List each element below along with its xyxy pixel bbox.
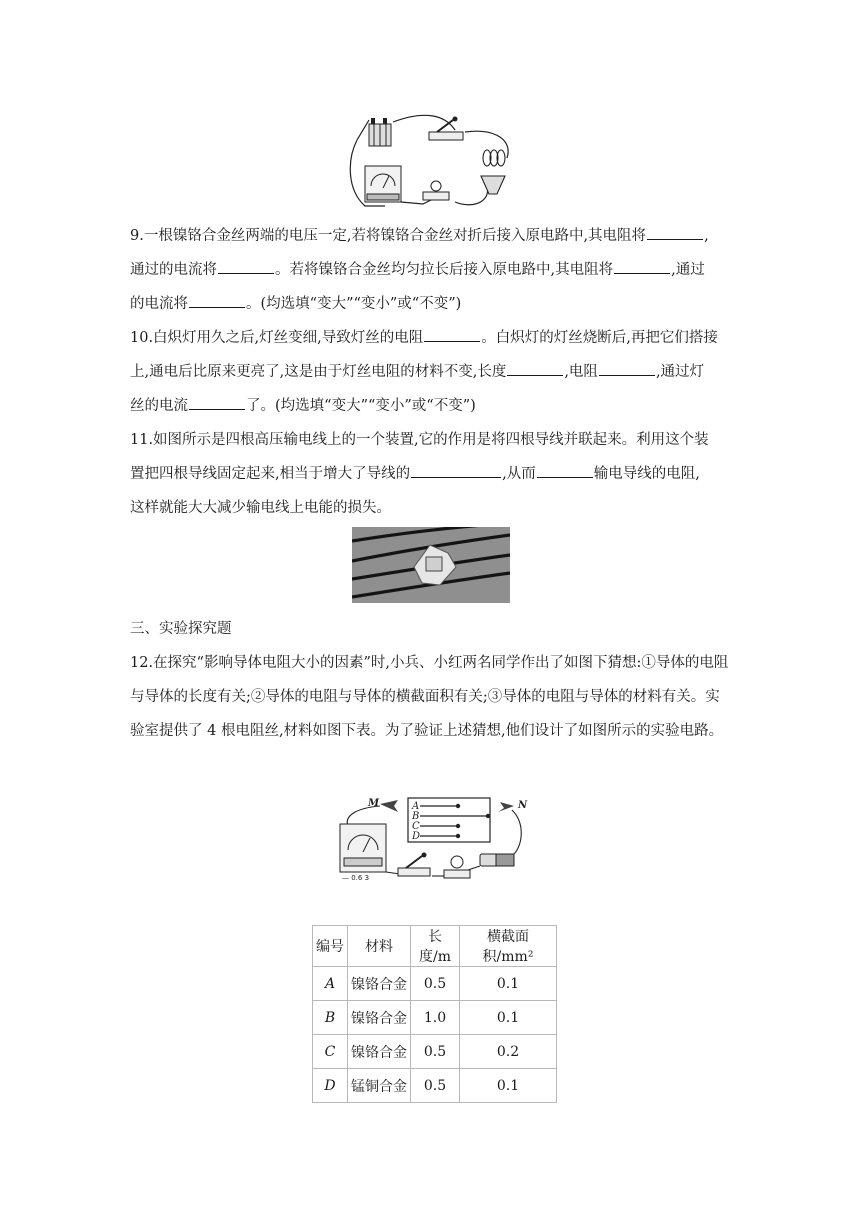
clip-label-n: N (518, 800, 528, 811)
battery-icon (480, 854, 514, 866)
table-cell: 0.1 (460, 1069, 557, 1103)
table-row (313, 1069, 557, 1103)
table-row (313, 1035, 557, 1069)
table-cell: D (313, 1069, 348, 1103)
circuit-figure-experiment (336, 794, 536, 884)
switch-icon (398, 853, 430, 877)
battery-icon (369, 118, 391, 146)
wire-label: D (412, 831, 421, 842)
answer-blank (647, 238, 703, 240)
section-title: 三、实验探究题 (130, 621, 232, 637)
table-cell: 0.5 (411, 1069, 460, 1103)
table-cell: 0.5 (411, 967, 460, 1001)
question-12: 12.在探究“影响导体电阻大小的因素”时,小兵、小红两名同学作出了如图下猜想:①导体的电阻与导体的长度有关;②导体的电阻与导体的横截面积有关;③导体的电阻与导体的材料有关。实验室提供了 4 根电阻丝,材料如图下表。为了验证上述猜想,他们设计了如图所示的实验电路。 (130, 655, 729, 739)
table-header-cell: 横截面积/mm² (460, 926, 557, 967)
answer-blank (218, 272, 274, 274)
table-cell: 0.1 (460, 1001, 557, 1035)
wire-label: A (412, 801, 420, 812)
table-header-cell: 材料 (348, 926, 411, 967)
table-row (313, 967, 557, 1001)
table-header-cell: 编号 (313, 926, 348, 967)
answer-blank (614, 272, 670, 274)
answer-blank (599, 374, 655, 376)
coil-icon (481, 150, 505, 194)
answer-blank (189, 306, 245, 308)
table-cell: B (313, 1001, 348, 1035)
meter-scale-label: — 0.6 3 (342, 874, 370, 882)
power-line-spacer-photo (352, 527, 510, 603)
clip-label-m: M (368, 798, 380, 809)
ammeter-icon (340, 824, 386, 882)
wire-label: C (412, 821, 420, 832)
table-cell: 镍铬合金 (348, 967, 411, 1001)
table-cell: C (313, 1035, 348, 1069)
clip-m-icon (380, 800, 398, 812)
table-cell: 0.2 (460, 1035, 557, 1069)
clip-n-icon (498, 802, 514, 812)
question-9: 9.一根镍铬合金丝两端的电压一定,若将镍铬合金丝对折后接入原电路中,其电阻将 , 通过的电流将 。若将镍铬合金丝均匀拉长后接入原电路中,其电阻将 ,通过 的电流将 。(均选填“变大”“变小”或“不变”) (130, 228, 709, 312)
answer-blank (507, 374, 563, 376)
switch-icon (429, 117, 463, 141)
ammeter-icon (365, 166, 401, 202)
question-10: 10.白炽灯用久之后,灯丝变细,导致灯丝的电阻 。白炽灯的灯丝烧断后,再把它们搭接 上,通电后比原来更亮了,这是由于灯丝电阻的材料不变,长度 ,电阻 ,通过灯 丝的电流 了。(均选填“变大”“变小”或“不变”) (130, 330, 718, 414)
answer-blank (189, 408, 245, 410)
table-header-row (313, 926, 557, 967)
table-row (313, 1001, 557, 1035)
resistance-wire-table (312, 925, 557, 1103)
table-cell: 镍铬合金 (348, 1035, 411, 1069)
table-cell: 锰铜合金 (348, 1069, 411, 1103)
answer-blank (424, 340, 480, 342)
circuit-figure-top (345, 110, 525, 215)
question-11: 11.如图所示是四根高压输电线上的一个装置,它的作用是将四根导线并联起来。利用这个装 置把四根导线固定起来,相当于增大了导线的 ,从而 输电导线的电阻, 这样就能大大减少输电线上电能的损失。 (130, 432, 709, 516)
table-cell: 0.1 (460, 967, 557, 1001)
table-cell: 1.0 (411, 1001, 460, 1035)
table-header-cell: 长度/m (411, 926, 460, 967)
wire-label: B (412, 811, 420, 822)
table-cell: 0.5 (411, 1035, 460, 1069)
answer-blank (537, 476, 593, 478)
bulb-icon (444, 856, 470, 878)
answer-blank (411, 476, 501, 478)
bulb-icon (423, 181, 449, 200)
table-cell: A (313, 967, 348, 1001)
table-cell: 镍铬合金 (348, 1001, 411, 1035)
